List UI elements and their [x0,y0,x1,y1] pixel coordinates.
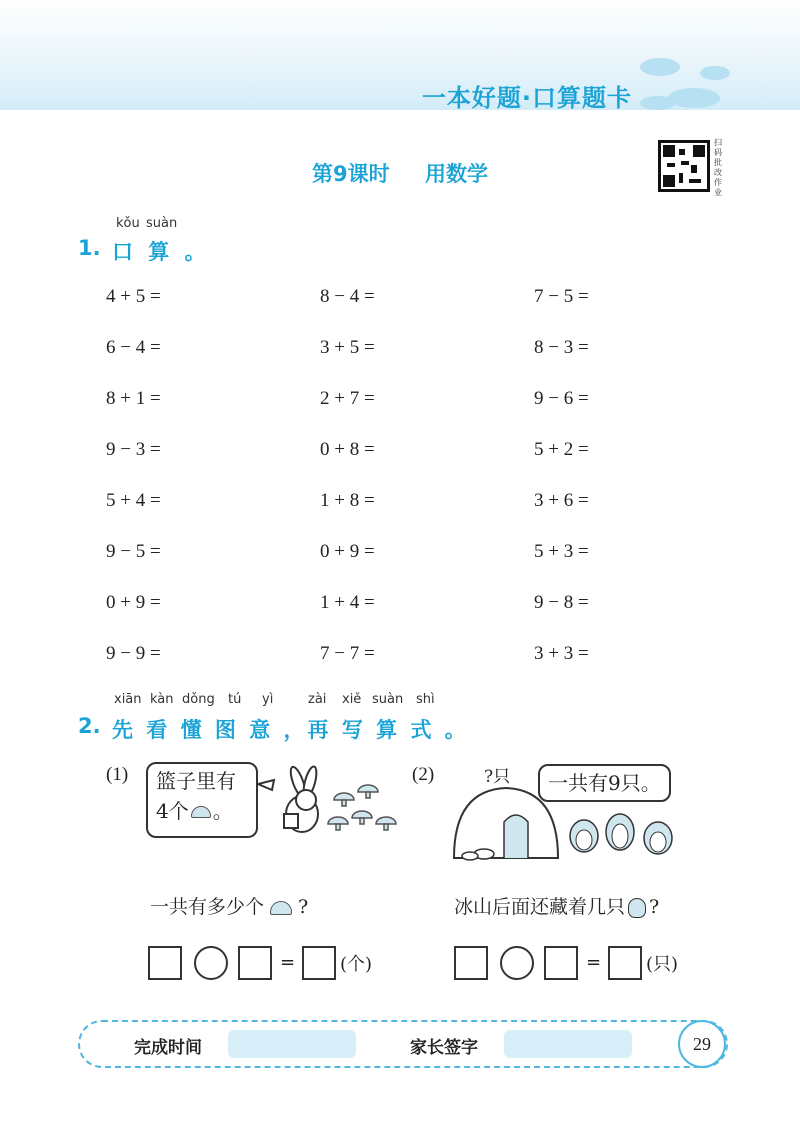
cloud-decoration [668,88,720,108]
qr-label: 扫码批改作业 [714,138,722,197]
section2-number: 2. [78,714,101,738]
pinyin-yi: yì [262,692,274,707]
arithmetic-problem: 9 − 8 = [534,592,589,613]
problem2-unit: (只) [646,954,679,975]
mushroom-icon [270,901,292,915]
arithmetic-problem: 9 − 5 = [106,541,161,562]
pinyin-shi: shì [416,692,435,707]
problem2-answer-box-1[interactable] [454,946,488,980]
problem1-bubble-line2: 4个 。 [156,799,233,823]
arithmetic-problem: 3 + 6 = [534,490,589,511]
problem1-bubble-line1: 篮子里有 [156,769,236,793]
cloud-decoration [640,96,676,110]
page-number: 29 [678,1020,726,1068]
qr-code[interactable] [658,140,710,192]
pinyin-xie: xiě [342,692,362,707]
penguins-illustration [566,810,678,858]
problem2-label: (2) [412,764,435,785]
pinyin-dong: dǒng [182,692,215,707]
arithmetic-problem: 8 − 3 = [534,337,589,358]
arithmetic-problem: 4 + 5 = [106,286,161,307]
problem2-speech-bubble: 一共有9只。 [538,764,671,802]
arithmetic-problem: 2 + 7 = [320,388,375,409]
problem1-result-box[interactable] [302,946,336,980]
parent-signature-field[interactable] [504,1030,632,1058]
arithmetic-problem: 8 + 1 = [106,388,161,409]
arithmetic-problem: 8 − 4 = [320,286,375,307]
arithmetic-problem: 5 + 4 = [106,490,161,511]
arithmetic-problem: 3 + 3 = [534,643,589,664]
arithmetic-problem: 9 − 3 = [106,439,161,460]
section2-title: 先 看 懂 图 意 ，再 写 算 式 。 [112,718,469,742]
pinyin-kou: kǒu [116,216,140,231]
problem2-equals: = [586,952,602,973]
problem2-answer-box-2[interactable] [544,946,578,980]
problem2-hidden-label: ?只 [484,767,511,787]
problem1-label: (1) [106,764,129,785]
completion-time-label: 完成时间 [134,1038,202,1058]
arithmetic-problem: 5 + 2 = [534,439,589,460]
mushroom-icon [191,806,211,818]
problem1-operator-circle[interactable] [194,946,228,980]
completion-time-field[interactable] [228,1030,356,1058]
arithmetic-problem: 5 + 3 = [534,541,589,562]
problem1-speech-bubble [146,762,258,838]
pinyin-suan: suàn [146,216,178,231]
header-title: 一本好题·口算题卡 [421,84,632,112]
section1-number: 1. [78,236,101,260]
pinyin-suan2: suàn [372,692,404,707]
problem1-answer-box-1[interactable] [148,946,182,980]
arithmetic-problem: 0 + 9 = [106,592,161,613]
pinyin-zai: zài [308,692,327,707]
arithmetic-problem: 9 − 6 = [534,388,589,409]
lesson-number: 第9课时 [312,162,390,186]
arithmetic-problem: 7 − 7 = [320,643,375,664]
problem1-answer-box-2[interactable] [238,946,272,980]
problem2-result-box[interactable] [608,946,642,980]
pinyin-xian: xiān [114,692,142,707]
arithmetic-problem: 1 + 8 = [320,490,375,511]
pinyin-kan: kàn [150,692,174,707]
arithmetic-problem: 0 + 9 = [320,541,375,562]
arithmetic-problem: 1 + 4 = [320,592,375,613]
arithmetic-problem: 0 + 8 = [320,439,375,460]
problem2-operator-circle[interactable] [500,946,534,980]
pinyin-tu: tú [228,692,242,707]
problem2-question: 冰山后面还藏着几只 ? [454,896,660,918]
problem1-unit: (个) [340,954,373,975]
cloud-decoration [700,66,730,80]
arithmetic-problem: 6 − 4 = [106,337,161,358]
rabbit-with-basket-illustration [258,764,406,844]
penguin-icon [628,898,646,918]
problem1-question: 一共有多少个 ? [150,896,309,918]
arithmetic-problem: 3 + 5 = [320,337,375,358]
section1-title: 口 算 。 [112,240,210,264]
arithmetic-problem: 7 − 5 = [534,286,589,307]
parent-signature-label: 家长签字 [410,1038,478,1058]
arithmetic-problem: 9 − 9 = [106,643,161,664]
cloud-decoration [640,58,680,76]
lesson-topic: 用数学 [424,162,488,186]
problem1-equals: = [280,952,296,973]
